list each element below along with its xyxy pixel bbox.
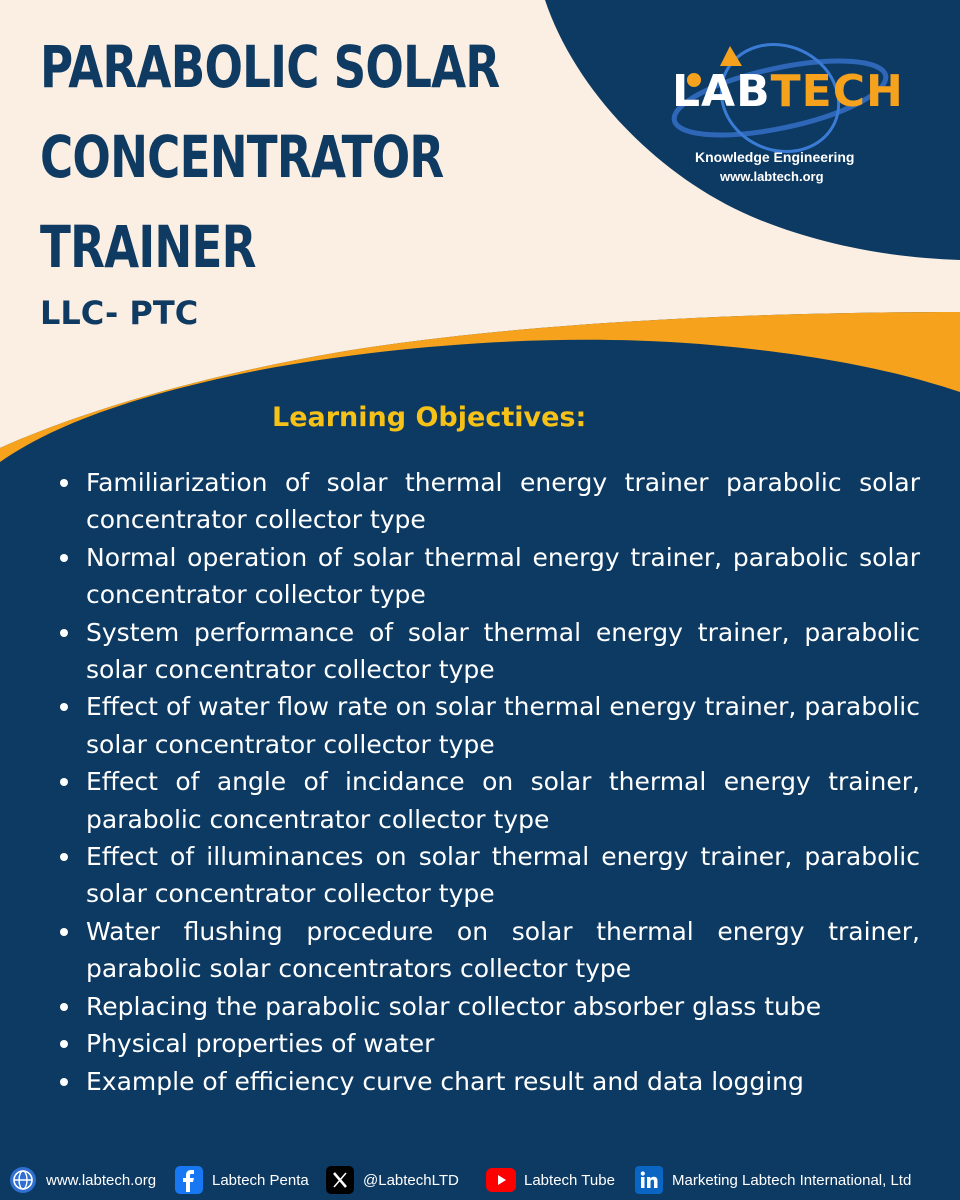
learning-objectives-list — [86, 464, 920, 1100]
footer-linkedin[interactable] — [634, 1166, 911, 1194]
facebook-icon — [174, 1165, 204, 1195]
objective-item: Replacing the parabolic solar collector absorber glass tube — [86, 988, 920, 1025]
title-line-2: CONCENTRATOR — [40, 123, 444, 191]
labtech-logo — [660, 36, 930, 196]
x-icon — [325, 1165, 355, 1195]
objective-item: Effect of water flow rate on solar thermal energy trainer, parabolic solar concentrator collector type — [86, 688, 920, 763]
footer-youtube-text: Labtech Tube — [524, 1171, 615, 1189]
logo-wordmark — [672, 66, 904, 117]
logo-tagline: Knowledge Engineering — [695, 149, 855, 165]
objective-item: Normal operation of solar thermal energy trainer, parabolic solar concentrator collector type — [86, 539, 920, 614]
youtube-icon — [486, 1165, 516, 1195]
title-line-3: TRAINER — [40, 213, 256, 281]
poster-title — [40, 22, 500, 292]
objective-item: Effect of illuminances on solar thermal energy trainer, parabolic solar concentrator collector type — [86, 838, 920, 913]
footer-linkedin-text: Marketing Labtech International, Ltd — [672, 1171, 912, 1189]
logo-lab-text: LAB — [672, 66, 771, 117]
logo-tech-text: TECH — [770, 66, 904, 117]
objective-item: Water flushing procedure on solar thermal energy trainer, parabolic solar concentrators collector type — [86, 913, 920, 988]
footer-website[interactable] — [8, 1166, 156, 1194]
footer-facebook[interactable] — [174, 1166, 309, 1194]
social-footer — [0, 1160, 960, 1200]
product-code: LLC- PTC — [40, 294, 199, 332]
objective-item: System performance of solar thermal energy trainer, parabolic solar concentrator collector type — [86, 614, 920, 689]
linkedin-icon — [634, 1165, 664, 1195]
objective-item: Effect of angle of incidance on solar thermal energy trainer, parabolic concentrator collector type — [86, 763, 920, 838]
logo-url: www.labtech.org — [720, 169, 824, 184]
objective-item: Physical properties of water — [86, 1025, 920, 1062]
objective-item: Example of efficiency curve chart result and data logging — [86, 1063, 920, 1100]
footer-x-text: @LabtechLTD — [363, 1171, 459, 1189]
footer-facebook-text: Labtech Penta — [212, 1171, 309, 1189]
learning-objectives-heading: Learning Objectives: — [272, 402, 587, 433]
title-line-1: PARABOLIC SOLAR — [40, 33, 500, 101]
objective-item: Familiarization of solar thermal energy trainer parabolic solar concentrator collector type — [86, 464, 920, 539]
footer-x[interactable] — [325, 1166, 459, 1194]
footer-youtube[interactable] — [486, 1166, 615, 1194]
globe-icon — [8, 1165, 38, 1195]
footer-website-text: www.labtech.org — [46, 1171, 157, 1189]
